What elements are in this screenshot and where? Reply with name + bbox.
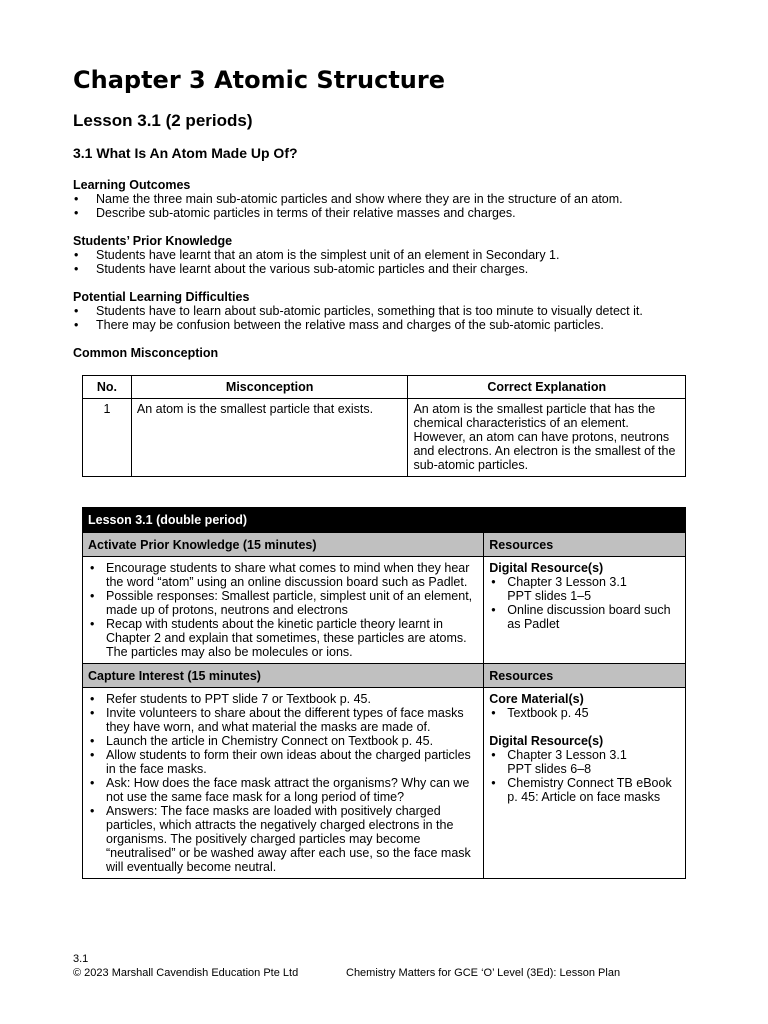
list-item: • Encourage students to share what comes to mind when they hear the word “atom” using an online discussion board such as Padlet.	[88, 561, 478, 589]
resource-sub: PPT slides 6–8	[507, 762, 592, 776]
capture-heading: Capture Interest (15 minutes)	[83, 664, 484, 688]
lesson-title: Lesson 3.1 (2 periods)	[73, 111, 253, 130]
resources-heading: Resources	[484, 533, 686, 557]
resource-sub: PPT slides 1–5	[507, 589, 592, 603]
column-header: Misconception	[131, 376, 408, 399]
column-header: Correct Explanation	[408, 376, 686, 399]
row-number: 1	[83, 399, 132, 477]
core-materials-heading: Core Material(s)	[489, 692, 584, 706]
capture-resources	[484, 688, 686, 879]
prior-knowledge	[73, 234, 713, 276]
list-item: • Recap with students about the kinetic particle theory learnt in Chapter 2 and explain that sometimes, these particles are atoms. The particles may also be molecules or ions.	[88, 617, 478, 659]
list-item: • Refer students to PPT slide 7 or Textbook p. 45.	[88, 692, 478, 706]
list-item: • Ask: How does the face mask attract the organisms? Why can we not use the same face mask for a long period of time?	[88, 776, 478, 804]
resource-label: Chapter 3 Lesson 3.1	[507, 575, 627, 589]
misconception-table	[82, 375, 686, 477]
explanation-cell: An atom is the smallest particle that has the chemical characteristics of an element. However, an atom can have protons, neutrons and electrons. An electron is the smallest of the sub-atomic particles.	[408, 399, 686, 477]
list-item: • Students have to learn about sub-atomic particles, something that is too minute to visually detect it.	[73, 304, 713, 318]
table-row	[83, 399, 686, 477]
table-header-row	[83, 376, 686, 399]
list-item: • Invite volunteers to share about the different types of face masks they have worn, and what material the masks are made of.	[88, 706, 478, 734]
list-item: • Online discussion board such as Padlet	[489, 603, 680, 631]
list-item: • Students have learnt about the various sub-atomic particles and their charges.	[73, 262, 713, 276]
activate-heading: Activate Prior Knowledge (15 minutes)	[83, 533, 484, 557]
book-title: Chemistry Matters for GCE ‘O’ Level (3Ed): Lesson Plan	[346, 967, 621, 979]
activate-body	[83, 557, 484, 664]
digital-resources-heading: Digital Resource(s)	[489, 561, 604, 575]
list-item: • Students have learnt that an atom is the simplest unit of an element in Secondary 1.	[73, 248, 713, 262]
prior-knowledge-heading: Students’ Prior Knowledge	[73, 234, 233, 248]
capture-body	[83, 688, 484, 879]
misconception-cell: An atom is the smallest particle that exists.	[131, 399, 408, 477]
chapter-title: Chapter 3 Atomic Structure	[73, 66, 445, 94]
list-item: • Chemistry Connect TB eBook p. 45: Article on face masks	[489, 776, 680, 804]
column-header: No.	[83, 376, 132, 399]
list-item: • Textbook p. 45	[489, 706, 680, 720]
learning-difficulties	[73, 290, 713, 332]
difficulties-heading: Potential Learning Difficulties	[73, 290, 250, 304]
learning-outcomes	[73, 178, 713, 220]
misconception-heading: Common Misconception	[73, 346, 219, 360]
resource-label: Chapter 3 Lesson 3.1	[507, 748, 627, 762]
common-misconception	[73, 346, 713, 360]
learning-outcomes-heading: Learning Outcomes	[73, 178, 191, 192]
list-item: • Launch the article in Chemistry Connect on Textbook p. 45.	[88, 734, 478, 748]
digital-resources-heading: Digital Resource(s)	[489, 734, 604, 748]
list-item	[489, 575, 680, 603]
list-item: • Possible responses: Smallest particle, simplest unit of an element, made up of protons, neutrons and electrons	[88, 589, 478, 617]
page-number: 3.1	[73, 953, 89, 965]
copyright: © 2023 Marshall Cavendish Education Pte Ltd	[73, 967, 299, 979]
list-item: • Name the three main sub-atomic particles and show where they are in the structure of an atom.	[73, 192, 713, 206]
lesson-table-title: Lesson 3.1 (double period)	[83, 508, 686, 533]
list-item	[489, 748, 680, 776]
activate-resources	[484, 557, 686, 664]
list-item: • Answers: The face masks are loaded with positively charged particles, which attracts the negatively charged electrons in the organisms. The positively charged particles may become “neutralised” or be washed away after each use, so the face mask will eventually become neutral.	[88, 804, 478, 874]
list-item: • Allow students to form their own ideas about the charged particles in the face masks.	[88, 748, 478, 776]
list-item: • There may be confusion between the relative mass and charges of the sub-atomic particles.	[73, 318, 713, 332]
lesson-table	[82, 507, 686, 879]
resources-heading: Resources	[484, 664, 686, 688]
list-item: • Describe sub-atomic particles in terms of their relative masses and charges.	[73, 206, 713, 220]
section-title: 3.1 What Is An Atom Made Up Of?	[73, 145, 298, 161]
